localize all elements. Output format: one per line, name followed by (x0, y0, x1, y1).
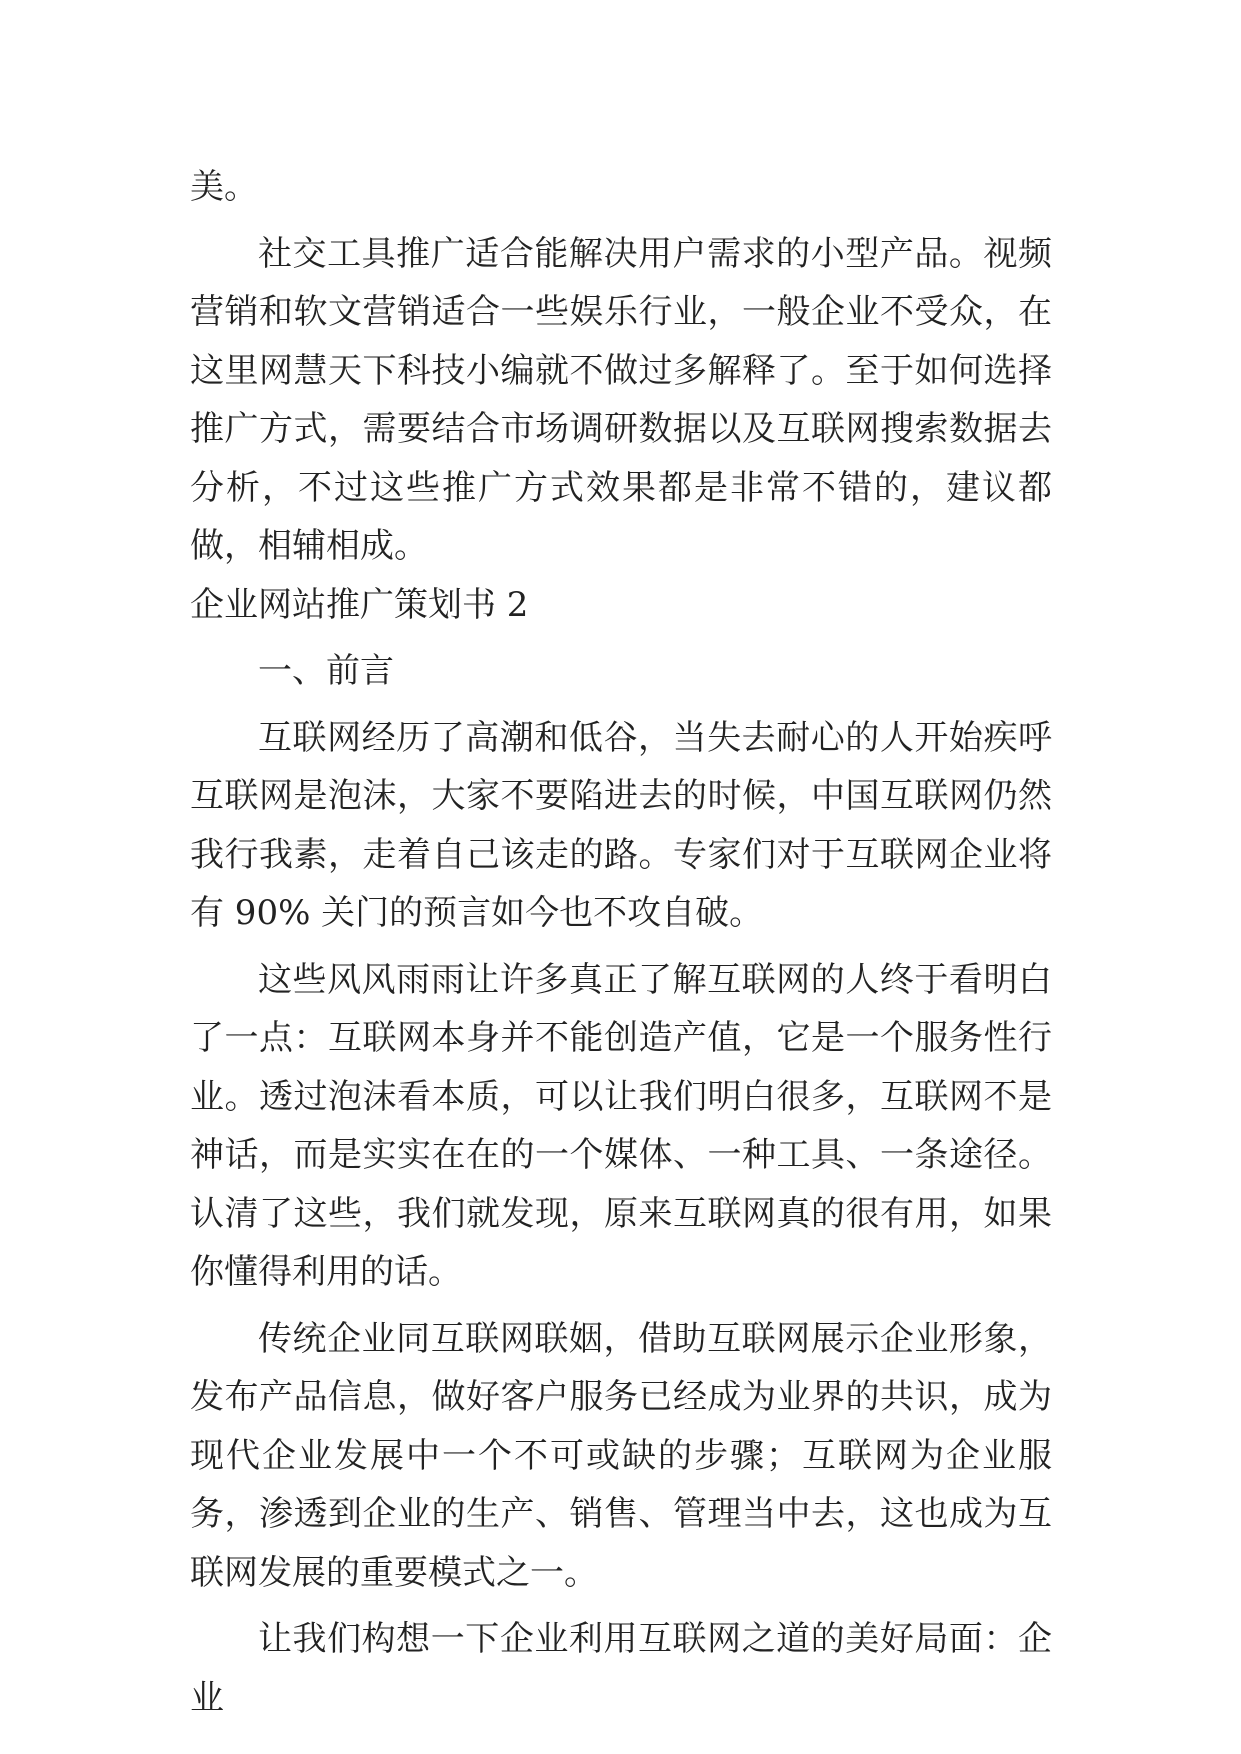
paragraph-imagine: 让我们构想一下企业利用互联网之道的美好局面：企业 (190, 1619, 1052, 1718)
paragraph-traditional-enterprise: 传统企业同互联网联姻，借助互联网展示企业形象，发布产品信息，做好客户服务已经成为业界的共识，成为现代企业发展中一个不可或缺的步骤；互联网为企业服务，渗透到企业的生产、销售、管理当中去，这也成为互联网发展的重要模式之一。 (190, 1318, 1052, 1593)
section-title: 企业网站推广策划书 2 (190, 584, 529, 625)
heading-preface: 一、前言 (258, 651, 394, 691)
document-body (190, 158, 1052, 1727)
paragraph-continuation: 美。 (190, 167, 258, 207)
paragraph-internet-nature: 这些风风雨雨让许多真正了解互联网的人终于看明白了一点：互联网本身并不能创造产值，它是一个服务性行业。透过泡沫看本质，可以让我们明白很多，互联网不是神话，而是实实在在的一个媒体、一种工具、一条途径。认清了这些，我们就发现，原来互联网真的很有用，如果你懂得利用的话。 (190, 959, 1052, 1292)
paragraph-social-tools: 社交工具推广适合能解决用户需求的小型产品。视频营销和软文营销适合一些娱乐行业，一般企业不受众，在这里网慧天下科技小编就不做过多解释了。至于如何选择推广方式，需要结合市场调研数据以及互联网搜索数据去分析，不过这些推广方式效果都是非常不错的，建议都做，相辅相成。 (190, 233, 1052, 566)
paragraph-internet-history: 互联网经历了高潮和低谷，当失去耐心的人开始疾呼互联网是泡沫，大家不要陷进去的时候，中国互联网仍然我行我素，走着自己该走的路。专家们对于互联网企业将有 90% 关门的预言如今也不攻自破。 (190, 717, 1052, 933)
